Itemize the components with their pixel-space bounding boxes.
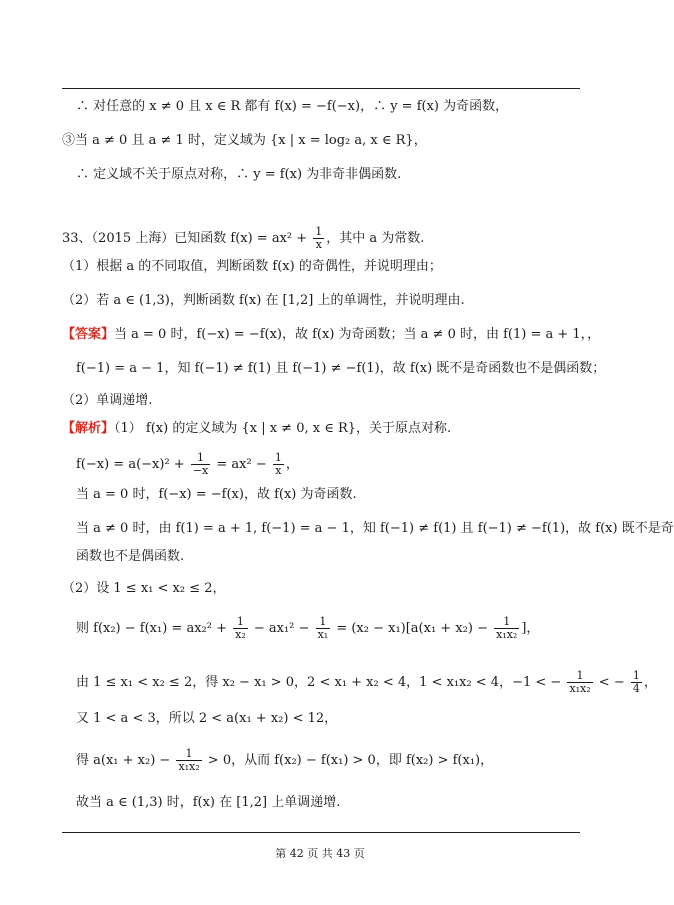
page-footer: 第 42 页 共 43 页 (275, 847, 365, 860)
text-line: 函数也不是偶函数. (76, 549, 185, 564)
analysis-line: 【解析】（1） f(x) 的定义域为 {x | x ≠ 0, x ∈ R}，关于原点对称. (62, 421, 452, 436)
fraction: $\frac{1}{\text{x₁x₂}}$ (569, 669, 591, 695)
fraction: $\frac{1}{-x}$ (192, 451, 209, 477)
text-line: 故当 a ∈ (1,3) 时，f(x) 在 [1,2] 上单调递增. (76, 795, 341, 810)
formula-line: 由 1 ≤ x₁ < x₂ ≤ 2，得 x₂ − x₁ > 0，2 < x₁ + x₂ < 4，1 < x₁x₂ < 4，−1 < − $\frac{1}{\text{x₁x₂}}$ < − $\frac{1}{4}$ ， (76, 669, 657, 695)
fraction: $\frac{1}{x}$ (315, 225, 323, 251)
fraction: $\frac{1}{\text{x₁x₂}}$ (496, 615, 518, 641)
formula-line: 则 f(x₂) − f(x₁) = ax₂² + $\frac{1}{\text{x₂}}$ − ax₁² − $\frac{1}{\text{x₁}}$ = (x₂ − x₁)[a(x₁ + x₂) − $\frac{1}{\text{x₁x₂}}$ ]， (76, 615, 540, 641)
top-rule (62, 88, 580, 89)
fraction: $\frac{1}{\text{x₂}}$ (235, 615, 246, 641)
text-line: 当 a ≠ 0 时，由 f(1) = a + 1, f(−1) = a − 1，知 f(−1) ≠ f(1) 且 f(−1) ≠ −f(1)，故 f(x) 既不是奇 (76, 521, 674, 536)
fraction: $\frac{1}{\text{x₁x₂}}$ (178, 747, 200, 773)
text-line: f(−1) = a − 1，知 f(−1) ≠ f(1) 且 f(−1) ≠ −f(1)，故 f(x) 既不是奇函数也不是偶函数； (76, 361, 606, 376)
fraction: $\frac{1}{\text{x₁}}$ (317, 615, 329, 641)
question-1: （1）根据 a 的不同取值，判断函数 f(x) 的奇偶性，并说明理由； (62, 259, 442, 274)
bottom-rule (62, 832, 580, 833)
question-2: （2）若 a ∈ (1,3)，判断函数 f(x) 在 [1,2] 上的单调性，并说明理由. (62, 293, 465, 308)
text-line: 当 a = 0 时，f(−x) = −f(x)，故 f(x) 为奇函数. (76, 487, 357, 502)
answer-tag: 【答案】 (62, 327, 115, 342)
fraction: $\frac{1}{x}$ (274, 451, 282, 477)
text-line: 又 1 < a < 3，所以 2 < a(x₁ + x₂) < 12， (76, 711, 338, 726)
answer-line: 【答案】当 a = 0 时，f(−x) = −f(x)，故 f(x) 为奇函数；当 a ≠ 0 时，由 f(1) = a + 1，， (62, 327, 601, 342)
text-line: ∴ 定义域不关于原点对称，∴ y = f(x) 为非奇非偶函数. (76, 167, 402, 182)
problem-33-statement: 33、（2015 上海）已知函数 f(x) = ax² + $\frac{1}{x}$ ，其中 a 为常数. (62, 225, 425, 251)
analysis-tag: 【解析】 (62, 421, 115, 436)
text-line: ∴ 对任意的 x ≠ 0 且 x ∈ R 都有 f(x) = −f(−x)，∴ y = f(x) 为奇函数， (76, 99, 509, 114)
formula-line: 得 a(x₁ + x₂) − $\frac{1}{\text{x₁x₂}}$ > 0，从而 f(x₂) − f(x₁) > 0，即 f(x₂) > f(x₁)， (76, 747, 494, 773)
text-line: （2）设 1 ≤ x₁ < x₂ ≤ 2， (62, 581, 226, 596)
text-line: （2）单调递增. (62, 393, 153, 408)
formula-line: f(−x) = a(−x)² + $\frac{1}{-x}$ = ax² − $\frac{1}{x}$ ， (76, 451, 299, 477)
fraction: $\frac{1}{4}$ (632, 669, 640, 695)
text-line: ③当 a ≠ 0 且 a ≠ 1 时，定义域为 {x | x = log₂ a, x ∈ R}， (62, 133, 427, 148)
